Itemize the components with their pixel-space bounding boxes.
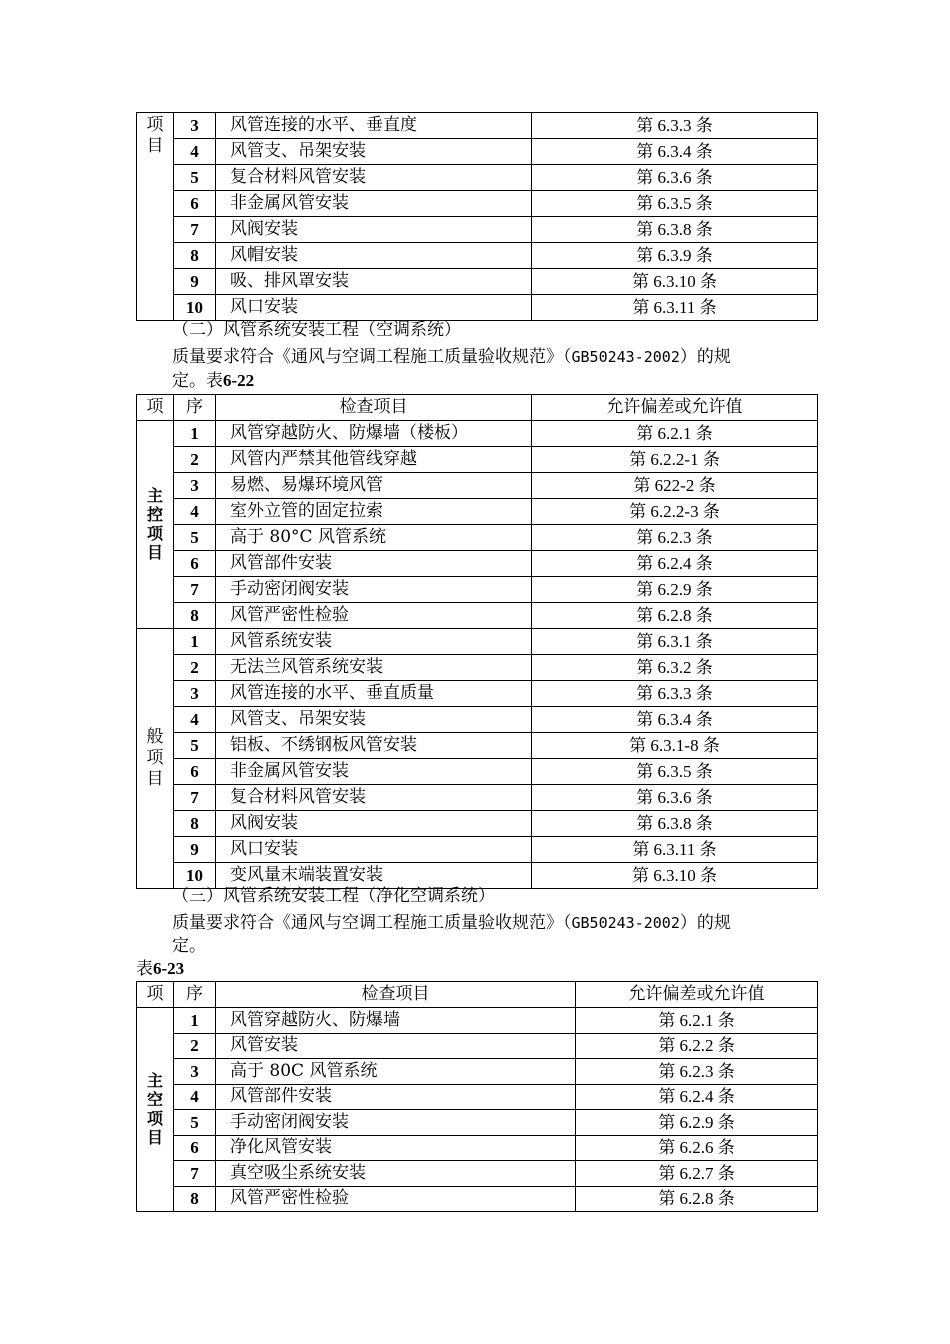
row-value: 第 6.3.9 条 xyxy=(532,243,818,269)
table-row xyxy=(137,1161,818,1187)
row-item: 手动密闭阀安装 xyxy=(216,1110,576,1136)
category-cell xyxy=(137,1008,174,1212)
table-row xyxy=(137,499,818,525)
table-row xyxy=(137,295,818,321)
row-number: 2 xyxy=(174,655,216,681)
table-row xyxy=(137,1033,818,1059)
row-item: 风管安装 xyxy=(216,1033,576,1059)
table-3 xyxy=(136,981,818,1212)
row-item: 风阀安装 xyxy=(216,811,532,837)
table-row xyxy=(137,1110,818,1136)
row-item: 高于 80C 风管系统 xyxy=(216,1059,576,1085)
description-text: 质量要求符合《通风与空调工程施工质量验收规范》（ xyxy=(172,913,572,933)
section-2-heading: （二）风管系统安装工程（空调系统） xyxy=(172,320,461,340)
category-label: 主控项目 xyxy=(146,486,163,562)
table-header-row xyxy=(137,982,818,1008)
table-row xyxy=(137,525,818,551)
row-item: 风管支、吊架安装 xyxy=(216,707,532,733)
table-number: 6-23 xyxy=(153,959,185,978)
row-value: 第 6.3.5 条 xyxy=(532,759,818,785)
row-item: 风口安装 xyxy=(216,837,532,863)
table-row xyxy=(137,243,818,269)
row-value: 第 6.2.9 条 xyxy=(576,1110,818,1136)
category-cell xyxy=(137,113,174,321)
row-number: 6 xyxy=(174,551,216,577)
header-check-item: 检查项目 xyxy=(216,982,576,1008)
row-number: 9 xyxy=(174,837,216,863)
table-row xyxy=(137,1135,818,1161)
table-row xyxy=(137,681,818,707)
row-value: 第 6.2.3 条 xyxy=(576,1059,818,1085)
row-item: 风管穿越防火、防爆墙（楼板） xyxy=(216,421,532,447)
row-item: 高于 80°C 风管系统 xyxy=(216,525,532,551)
section-2-description xyxy=(172,346,731,369)
row-item: 风管严密性检验 xyxy=(216,1186,576,1212)
row-item: 风管部件安装 xyxy=(216,551,532,577)
row-item: 风管部件安装 xyxy=(216,1084,576,1110)
row-value: 第 6.3.6 条 xyxy=(532,785,818,811)
row-number: 8 xyxy=(174,811,216,837)
table-row xyxy=(137,473,818,499)
row-number: 6 xyxy=(174,759,216,785)
row-number: 6 xyxy=(174,191,216,217)
row-value: 第 6.3.1 条 xyxy=(532,629,818,655)
row-number: 7 xyxy=(174,577,216,603)
category-cell xyxy=(137,629,174,889)
row-item: 手动密闭阀安装 xyxy=(216,577,532,603)
row-item: 风管支、吊架安装 xyxy=(216,139,532,165)
row-number: 4 xyxy=(174,1084,216,1110)
row-value: 第 6.3.3 条 xyxy=(532,681,818,707)
row-item: 风管内严禁其他管线穿越 xyxy=(216,447,532,473)
row-item: 铝板、不绣钢板风管安装 xyxy=(216,733,532,759)
row-number: 7 xyxy=(174,217,216,243)
table-row xyxy=(137,269,818,295)
row-item: 复合材料风管安装 xyxy=(216,785,532,811)
row-item: 非金属风管安装 xyxy=(216,191,532,217)
header-sequence: 序 xyxy=(174,395,216,421)
row-number: 10 xyxy=(174,863,216,889)
table-number: 6-22 xyxy=(223,371,255,390)
row-item: 非金属风管安装 xyxy=(216,759,532,785)
table-row xyxy=(137,811,818,837)
category-label: 般项目 xyxy=(146,727,164,789)
table-row xyxy=(137,655,818,681)
standard-code: GB50243-2002 xyxy=(571,914,680,932)
row-number: 10 xyxy=(174,295,216,321)
standard-code: GB50243-2002 xyxy=(571,348,680,366)
table-row xyxy=(137,1186,818,1212)
row-item: 无法兰风管系统安装 xyxy=(216,655,532,681)
row-number: 4 xyxy=(174,499,216,525)
row-value: 第 6.2.9 条 xyxy=(532,577,818,603)
row-value: 第 6.3.8 条 xyxy=(532,811,818,837)
row-item: 真空吸尘系统安装 xyxy=(216,1161,576,1187)
header-allowed-value: 允许偏差或允许值 xyxy=(576,982,818,1008)
row-number: 6 xyxy=(174,1135,216,1161)
table-row xyxy=(137,447,818,473)
row-value: 第 6.2.1 条 xyxy=(576,1008,818,1034)
row-number: 2 xyxy=(174,1033,216,1059)
table-row xyxy=(137,707,818,733)
row-item: 风管严密性检验 xyxy=(216,603,532,629)
table-row xyxy=(137,191,818,217)
row-number: 4 xyxy=(174,707,216,733)
row-number: 3 xyxy=(174,473,216,499)
row-number: 7 xyxy=(174,1161,216,1187)
table-row xyxy=(137,113,818,139)
caption-text: 定。表 xyxy=(172,371,223,391)
row-value: 第 6.2.8 条 xyxy=(576,1186,818,1212)
table-row xyxy=(137,551,818,577)
row-value: 第 6.3.8 条 xyxy=(532,217,818,243)
row-number: 8 xyxy=(174,603,216,629)
row-value: 第 6.3.11 条 xyxy=(532,837,818,863)
row-value: 第 6.3.11 条 xyxy=(532,295,818,321)
section-3-table-caption xyxy=(136,957,184,981)
table-row xyxy=(137,603,818,629)
row-number: 9 xyxy=(174,269,216,295)
row-item: 变风量末端装置安装 xyxy=(216,863,532,889)
caption-text: 表 xyxy=(136,959,153,979)
section-2-table-caption xyxy=(172,369,254,393)
row-value: 第 6.3.3 条 xyxy=(532,113,818,139)
row-number: 5 xyxy=(174,525,216,551)
row-value: 第 6.3.2 条 xyxy=(532,655,818,681)
table-row xyxy=(137,785,818,811)
table-header-row xyxy=(137,395,818,421)
row-value: 第 6.3.4 条 xyxy=(532,707,818,733)
row-value: 第 6.2.4 条 xyxy=(532,551,818,577)
row-value: 第 6.2.6 条 xyxy=(576,1135,818,1161)
description-text: ）的规 xyxy=(679,347,731,367)
row-value: 第 6.3.10 条 xyxy=(532,863,818,889)
header-category: 项 xyxy=(137,395,174,421)
table-row xyxy=(137,577,818,603)
section-3-description-end: 定。 xyxy=(172,936,206,956)
row-value: 第 6.3.10 条 xyxy=(532,269,818,295)
table-row xyxy=(137,1059,818,1085)
row-value: 第 6.2.8 条 xyxy=(532,603,818,629)
table-2 xyxy=(136,394,818,889)
row-item: 风阀安装 xyxy=(216,217,532,243)
row-number: 1 xyxy=(174,1008,216,1034)
header-category: 项 xyxy=(137,982,174,1008)
table-row xyxy=(137,733,818,759)
row-number: 3 xyxy=(174,1059,216,1085)
header-check-item: 检查项目 xyxy=(216,395,532,421)
table-1-body xyxy=(137,113,818,321)
row-number: 1 xyxy=(174,421,216,447)
header-sequence: 序 xyxy=(174,982,216,1008)
row-number: 7 xyxy=(174,785,216,811)
table-row xyxy=(137,1084,818,1110)
row-value: 第 6.2.2-3 条 xyxy=(532,499,818,525)
row-item: 净化风管安装 xyxy=(216,1135,576,1161)
section-3-description xyxy=(172,912,731,935)
row-item: 复合材料风管安装 xyxy=(216,165,532,191)
row-value: 第 6.2.3 条 xyxy=(532,525,818,551)
row-value: 第 6.3.5 条 xyxy=(532,191,818,217)
description-text: 质量要求符合《通风与空调工程施工质量验收规范》（ xyxy=(172,347,572,367)
row-number: 8 xyxy=(174,1186,216,1212)
row-number: 5 xyxy=(174,165,216,191)
row-value: 第 6.3.1-8 条 xyxy=(532,733,818,759)
row-value: 第 6.2.7 条 xyxy=(576,1161,818,1187)
row-value: 第 622-2 条 xyxy=(532,473,818,499)
row-item: 风管系统安装 xyxy=(216,629,532,655)
section-3-heading: （三）风管系统安装工程（净化空调系统） xyxy=(172,886,495,906)
row-value: 第 6.2.1 条 xyxy=(532,421,818,447)
table-row xyxy=(137,139,818,165)
table-row xyxy=(137,217,818,243)
category-label: 主空项目 xyxy=(146,1071,163,1147)
category-cell xyxy=(137,421,174,629)
row-number: 4 xyxy=(174,139,216,165)
row-value: 第 6.3.6 条 xyxy=(532,165,818,191)
row-item: 风管连接的水平、垂直质量 xyxy=(216,681,532,707)
row-number: 5 xyxy=(174,733,216,759)
row-number: 5 xyxy=(174,1110,216,1136)
row-item: 风口安装 xyxy=(216,295,532,321)
row-number: 1 xyxy=(174,629,216,655)
row-number: 8 xyxy=(174,243,216,269)
table-1 xyxy=(136,112,818,321)
row-number: 2 xyxy=(174,447,216,473)
row-number: 3 xyxy=(174,113,216,139)
category-label: 项目 xyxy=(146,115,164,156)
row-value: 第 6.3.4 条 xyxy=(532,139,818,165)
table-row xyxy=(137,421,818,447)
row-value: 第 6.2.4 条 xyxy=(576,1084,818,1110)
row-item: 风管连接的水平、垂直度 xyxy=(216,113,532,139)
row-item: 室外立管的固定拉索 xyxy=(216,499,532,525)
row-number: 3 xyxy=(174,681,216,707)
row-value: 第 6.2.2-1 条 xyxy=(532,447,818,473)
description-text: ）的规 xyxy=(679,913,731,933)
row-item: 风管穿越防火、防爆墙 xyxy=(216,1008,576,1034)
table-row xyxy=(137,165,818,191)
row-value: 第 6.2.2 条 xyxy=(576,1033,818,1059)
row-item: 吸、排风罩安装 xyxy=(216,269,532,295)
table-row xyxy=(137,759,818,785)
table-row xyxy=(137,629,818,655)
table-row xyxy=(137,837,818,863)
table-row xyxy=(137,1008,818,1034)
row-item: 风帽安装 xyxy=(216,243,532,269)
header-allowed-value: 允许偏差或允许值 xyxy=(532,395,818,421)
row-item: 易燃、易爆环境风管 xyxy=(216,473,532,499)
